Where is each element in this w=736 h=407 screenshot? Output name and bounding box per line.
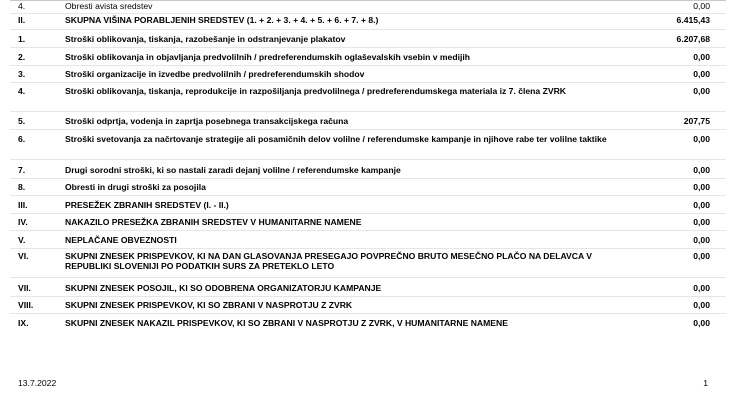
row-value: 6.415,43 xyxy=(676,15,710,25)
row-value: 0,00 xyxy=(693,182,710,192)
row-divider xyxy=(10,111,726,112)
row-number: IX. xyxy=(18,318,29,328)
row-value: 0,00 xyxy=(693,134,710,144)
table-row xyxy=(10,284,726,297)
row-description: Obresti avista sredstev xyxy=(65,1,153,11)
row-number: V. xyxy=(18,235,26,245)
row-value: 0,00 xyxy=(693,52,710,62)
row-value: 0,00 xyxy=(693,251,710,261)
row-value: 0,00 xyxy=(693,69,710,79)
row-number: 6. xyxy=(18,134,26,144)
table-row xyxy=(10,252,726,278)
row-number: 3. xyxy=(18,69,26,79)
row-number: IV. xyxy=(18,217,28,227)
row-value: 0,00 xyxy=(693,300,710,310)
row-description: Stroški oblikovanja in objavljanja predvolilnih / predreferendumskih oglaševalskih vsebin v medijih xyxy=(65,52,470,62)
row-number: VIII. xyxy=(18,300,34,310)
row-number: 2. xyxy=(18,52,26,62)
row-divider xyxy=(10,313,726,314)
table-row xyxy=(10,135,726,160)
row-number: 5. xyxy=(18,116,26,126)
row-divider xyxy=(10,129,726,130)
row-divider xyxy=(10,29,726,30)
table-row xyxy=(10,2,726,14)
table-row xyxy=(10,319,726,344)
row-divider xyxy=(10,230,726,231)
table-row xyxy=(10,183,726,196)
row-description: Stroški oblikovanja, tiskanja, razobešanje in odstranjevanje plakatov xyxy=(65,34,346,44)
table-row xyxy=(10,166,726,179)
row-value: 0,00 xyxy=(693,86,710,96)
row-description: SKUPNI ZNESEK PRISPEVKOV, KI SO ZBRANI V NASPROTJU Z ZVRK xyxy=(65,300,353,310)
row-description: Stroški odprtja, vodenja in zaprtja posebnega transakcijskega računa xyxy=(65,116,349,126)
row-value: 0,00 xyxy=(693,318,710,328)
row-description: SKUPNI ZNESEK NAKAZIL PRISPEVKOV, KI SO ZBRANI V NASPROTJU Z ZVRK, V HUMANITARNE NAMENE xyxy=(65,318,508,328)
row-number: 4. xyxy=(18,1,26,11)
row-divider xyxy=(10,248,726,249)
row-description: PRESEŽEK ZBRANIH SREDSTEV (I. - II.) xyxy=(65,200,229,210)
table-row xyxy=(10,301,726,314)
row-divider xyxy=(10,195,726,196)
row-divider xyxy=(10,159,726,160)
row-value: 6.207,68 xyxy=(676,34,710,44)
row-number: 1. xyxy=(18,34,26,44)
page-number: 1 xyxy=(703,378,708,388)
table-row xyxy=(10,16,726,30)
row-divider xyxy=(10,296,726,297)
table-row xyxy=(10,70,726,83)
row-value: 0,00 xyxy=(693,235,710,245)
row-number: 7. xyxy=(18,165,26,175)
footer-date: 13.7.2022 xyxy=(18,378,57,388)
table-row xyxy=(10,218,726,231)
row-description: Stroški oblikovanja, tiskanja, reprodukcije in razpošiljanja predvolilnega / predreferendumskega materiala iz 7. člena ZVRK xyxy=(65,86,566,96)
row-description: SKUPNA VIŠINA PORABLJENIH SREDSTEV (1. + 2. + 3. + 4. + 5. + 6. + 7. + 8.) xyxy=(65,15,379,25)
row-value: 207,75 xyxy=(683,116,710,126)
row-number: VII. xyxy=(18,283,31,293)
table-row xyxy=(10,236,726,249)
row-value: 0,00 xyxy=(693,217,710,227)
row-description: SKUPNI ZNESEK PRISPEVKOV, KI NA DAN GLASOVANJA PRESEGAJO POVPREČNO BRUTO MESEČNO PLAČO NA DELAVCA V REPUBLIKI SLOVENIJI PO PODATKIH SURS ZA PRETEKLO LETO xyxy=(65,251,592,271)
row-description: Obresti in drugi stroški za posojila xyxy=(65,182,206,192)
row-number: 4. xyxy=(18,86,26,96)
table-row xyxy=(10,201,726,214)
row-description: NAKAZILO PRESEŽKA ZBRANIH SREDSTEV V HUMANITARNE NAMENE xyxy=(65,217,362,227)
row-description: SKUPNI ZNESEK POSOJIL, KI SO ODOBRENA ORGANIZATORJU KAMPANJE xyxy=(65,283,382,293)
row-divider xyxy=(10,213,726,214)
row-divider xyxy=(10,65,726,66)
row-number: 8. xyxy=(18,182,26,192)
row-number: III. xyxy=(18,200,28,210)
row-divider xyxy=(10,47,726,48)
row-value: 0,00 xyxy=(693,1,710,11)
row-number: VI. xyxy=(18,251,29,261)
row-description: Stroški organizacije in izvedbe predvolilnih / predreferendumskih shodov xyxy=(65,69,365,79)
row-value: 0,00 xyxy=(693,165,710,175)
row-value: 0,00 xyxy=(693,200,710,210)
row-divider xyxy=(10,82,726,83)
table-row xyxy=(10,53,726,66)
table-row xyxy=(10,87,726,112)
row-description: Stroški svetovanja za načrtovanje strategije ali posamičnih delov volilne / referendumske kampanje in njihove rabe ter volilne taktike xyxy=(65,134,607,144)
row-number: II. xyxy=(18,15,26,25)
row-description: NEPLAČANE OBVEZNOSTI xyxy=(65,235,177,245)
row-divider xyxy=(10,13,726,14)
row-description: Drugi sorodni stroški, ki so nastali zaradi dejanj volilne / referendumske kampanje xyxy=(65,165,401,175)
row-divider xyxy=(10,178,726,179)
table-row xyxy=(10,117,726,130)
table-row xyxy=(10,35,726,48)
row-divider xyxy=(10,277,726,278)
row-value: 0,00 xyxy=(693,283,710,293)
